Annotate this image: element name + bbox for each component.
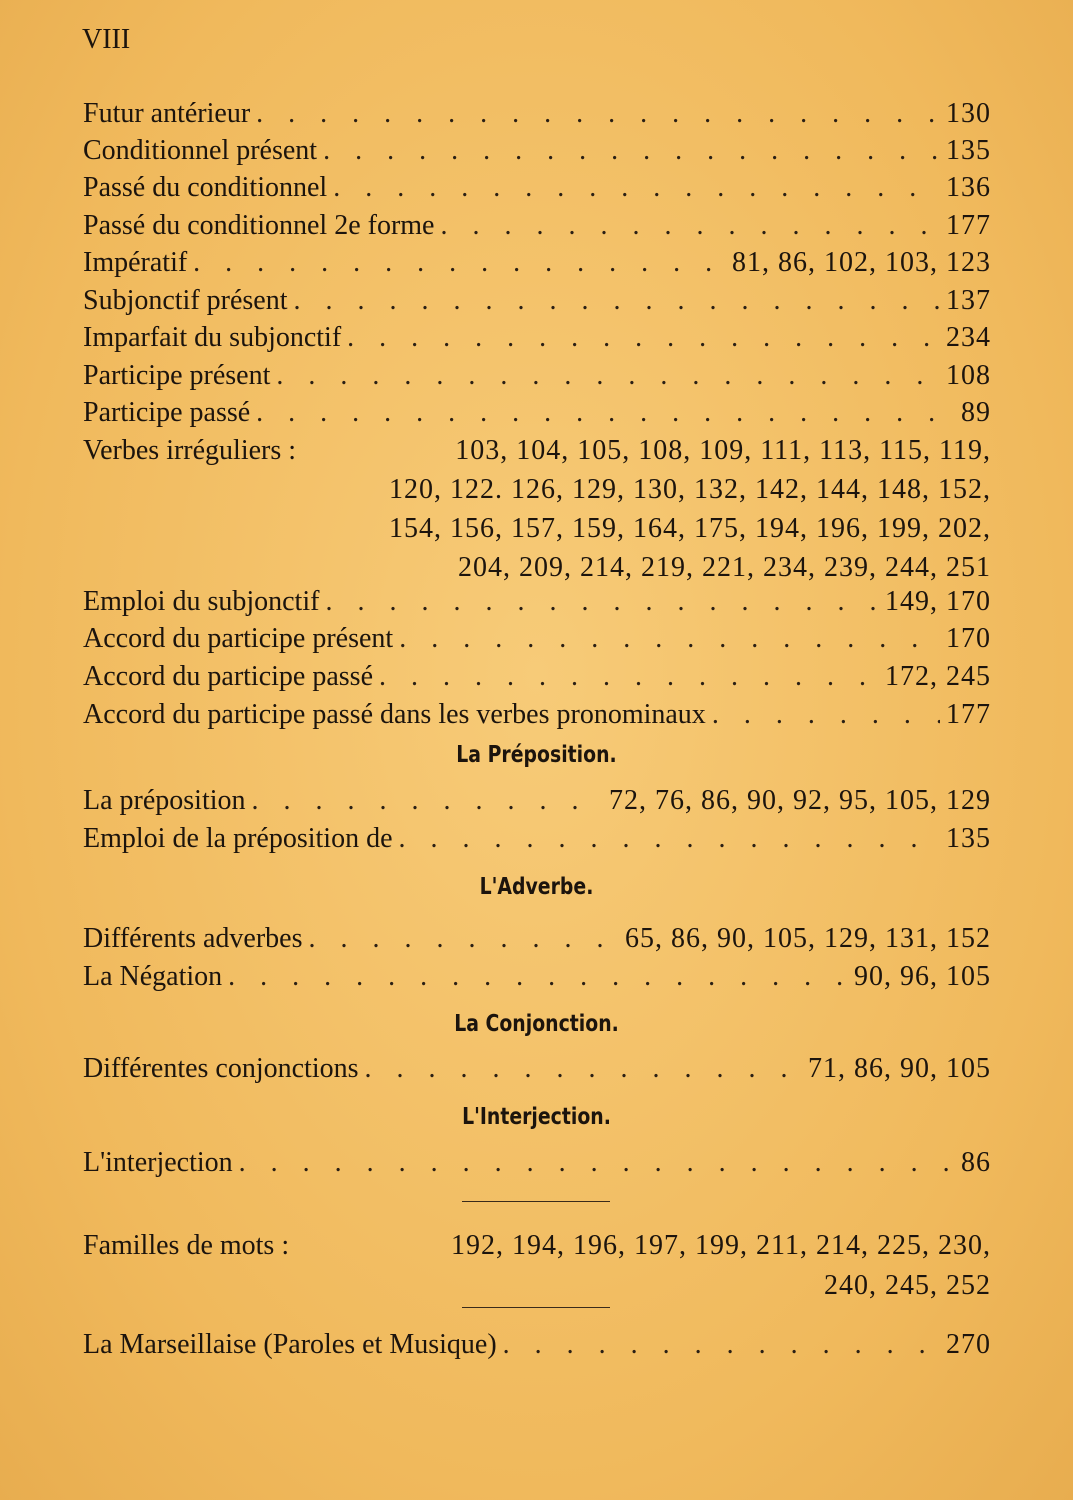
toc-entry xyxy=(83,395,991,431)
entry-pages-continued: 204, 209, 214, 219, 221, 234, 239, 244, 251 xyxy=(458,552,991,583)
toc-entry xyxy=(83,1145,991,1181)
toc-entry xyxy=(83,697,991,733)
toc-entry xyxy=(83,921,991,957)
entry-pages: 136 xyxy=(946,172,991,203)
toc-entry xyxy=(83,621,991,657)
toc-entry xyxy=(83,1327,991,1363)
entry-pages: 86 xyxy=(961,1147,991,1178)
divider xyxy=(462,1307,610,1308)
entry-label: Subjonctif présent xyxy=(83,285,288,316)
entry-label: Accord du participe passé xyxy=(83,661,373,692)
entry-pages: 65, 86, 90, 105, 129, 131, 152 xyxy=(625,923,991,954)
toc-entry xyxy=(83,96,991,132)
entry-label: Imparfait du subjonctif xyxy=(83,322,342,353)
entry-label: Passé du conditionnel 2e forme xyxy=(83,210,435,241)
toc-entry xyxy=(83,584,991,620)
page-number: VIII xyxy=(82,24,131,55)
entry-pages: 103, 104, 105, 108, 109, 111, 113, 115, 119, xyxy=(455,435,991,466)
entry-pages: 149, 170 xyxy=(885,586,991,617)
entry-label: Participe passé xyxy=(83,397,251,428)
entry-pages: 192, 194, 196, 197, 199, 211, 214, 225, 230, xyxy=(451,1230,991,1261)
toc-entry xyxy=(83,358,991,394)
entry-label: Conditionnel présent xyxy=(83,135,318,166)
toc-entry xyxy=(83,283,991,319)
entry-pages: 72, 76, 86, 90, 92, 95, 105, 129 xyxy=(609,785,991,816)
entry-label: Participe présent xyxy=(83,360,271,391)
entry-label: La Négation xyxy=(83,961,223,992)
entry-pages: 172, 245 xyxy=(885,661,991,692)
section-heading: La Conjonction. xyxy=(454,1011,619,1037)
divider xyxy=(462,1201,610,1202)
toc-entry xyxy=(83,1051,991,1087)
toc-entry-familles xyxy=(83,1228,991,1264)
toc-entry-irregular xyxy=(83,433,991,469)
entry-label: Accord du participe présent xyxy=(83,623,394,654)
toc-entry xyxy=(83,783,991,819)
entry-pages: 177 xyxy=(946,699,991,730)
entry-pages: 108 xyxy=(946,360,991,391)
entry-pages: 89 xyxy=(961,397,991,428)
entry-label: Emploi de la préposition de xyxy=(83,823,393,854)
toc-entry xyxy=(83,821,991,857)
entry-pages-continued: 120, 122. 126, 129, 130, 132, 142, 144, 148, 152, xyxy=(389,474,991,505)
entry-pages: 81, 86, 102, 103, 123 xyxy=(732,247,991,278)
entry-pages: 135 xyxy=(946,823,991,854)
toc-entry xyxy=(83,133,991,169)
entry-label: La Marseillaise (Paroles et Musique) xyxy=(83,1329,497,1360)
entry-label: Futur antérieur xyxy=(83,98,251,129)
entry-label: Familles de mots : xyxy=(83,1230,290,1261)
entry-pages: 130 xyxy=(946,98,991,129)
entry-label: Verbes irréguliers : xyxy=(83,435,297,466)
entry-label: Impératif xyxy=(83,247,188,278)
entry-label: L'interjection xyxy=(83,1147,233,1178)
entry-label: Différents adverbes xyxy=(83,923,303,954)
toc-entry xyxy=(83,170,991,206)
entry-pages: 71, 86, 90, 105 xyxy=(808,1053,991,1084)
entry-pages: 234 xyxy=(946,322,991,353)
section-heading: L'Adverbe. xyxy=(479,874,594,900)
toc-entry xyxy=(83,959,991,995)
entry-pages: 90, 96, 105 xyxy=(854,961,991,992)
toc-entry xyxy=(83,659,991,695)
entry-pages: 177 xyxy=(946,210,991,241)
entry-pages: 270 xyxy=(946,1329,991,1360)
toc-entry xyxy=(83,320,991,356)
toc-entry xyxy=(83,245,991,281)
entry-pages: 170 xyxy=(946,623,991,654)
entry-label: Accord du participe passé dans les verbes pronominaux xyxy=(83,699,706,730)
entry-label: Différentes conjonctions xyxy=(83,1053,359,1084)
toc-entry xyxy=(83,208,991,244)
entry-pages-continued: 240, 245, 252 xyxy=(824,1270,991,1301)
entry-label: Emploi du subjonctif xyxy=(83,586,320,617)
entry-label: La préposition xyxy=(83,785,246,816)
section-heading: L'Interjection. xyxy=(462,1104,611,1130)
entry-pages: 137 xyxy=(946,285,991,316)
section-heading: La Préposition. xyxy=(456,742,617,768)
entry-pages: 135 xyxy=(946,135,991,166)
entry-pages-continued: 154, 156, 157, 159, 164, 175, 194, 196, 199, 202, xyxy=(389,513,991,544)
entry-label: Passé du conditionnel xyxy=(83,172,328,203)
